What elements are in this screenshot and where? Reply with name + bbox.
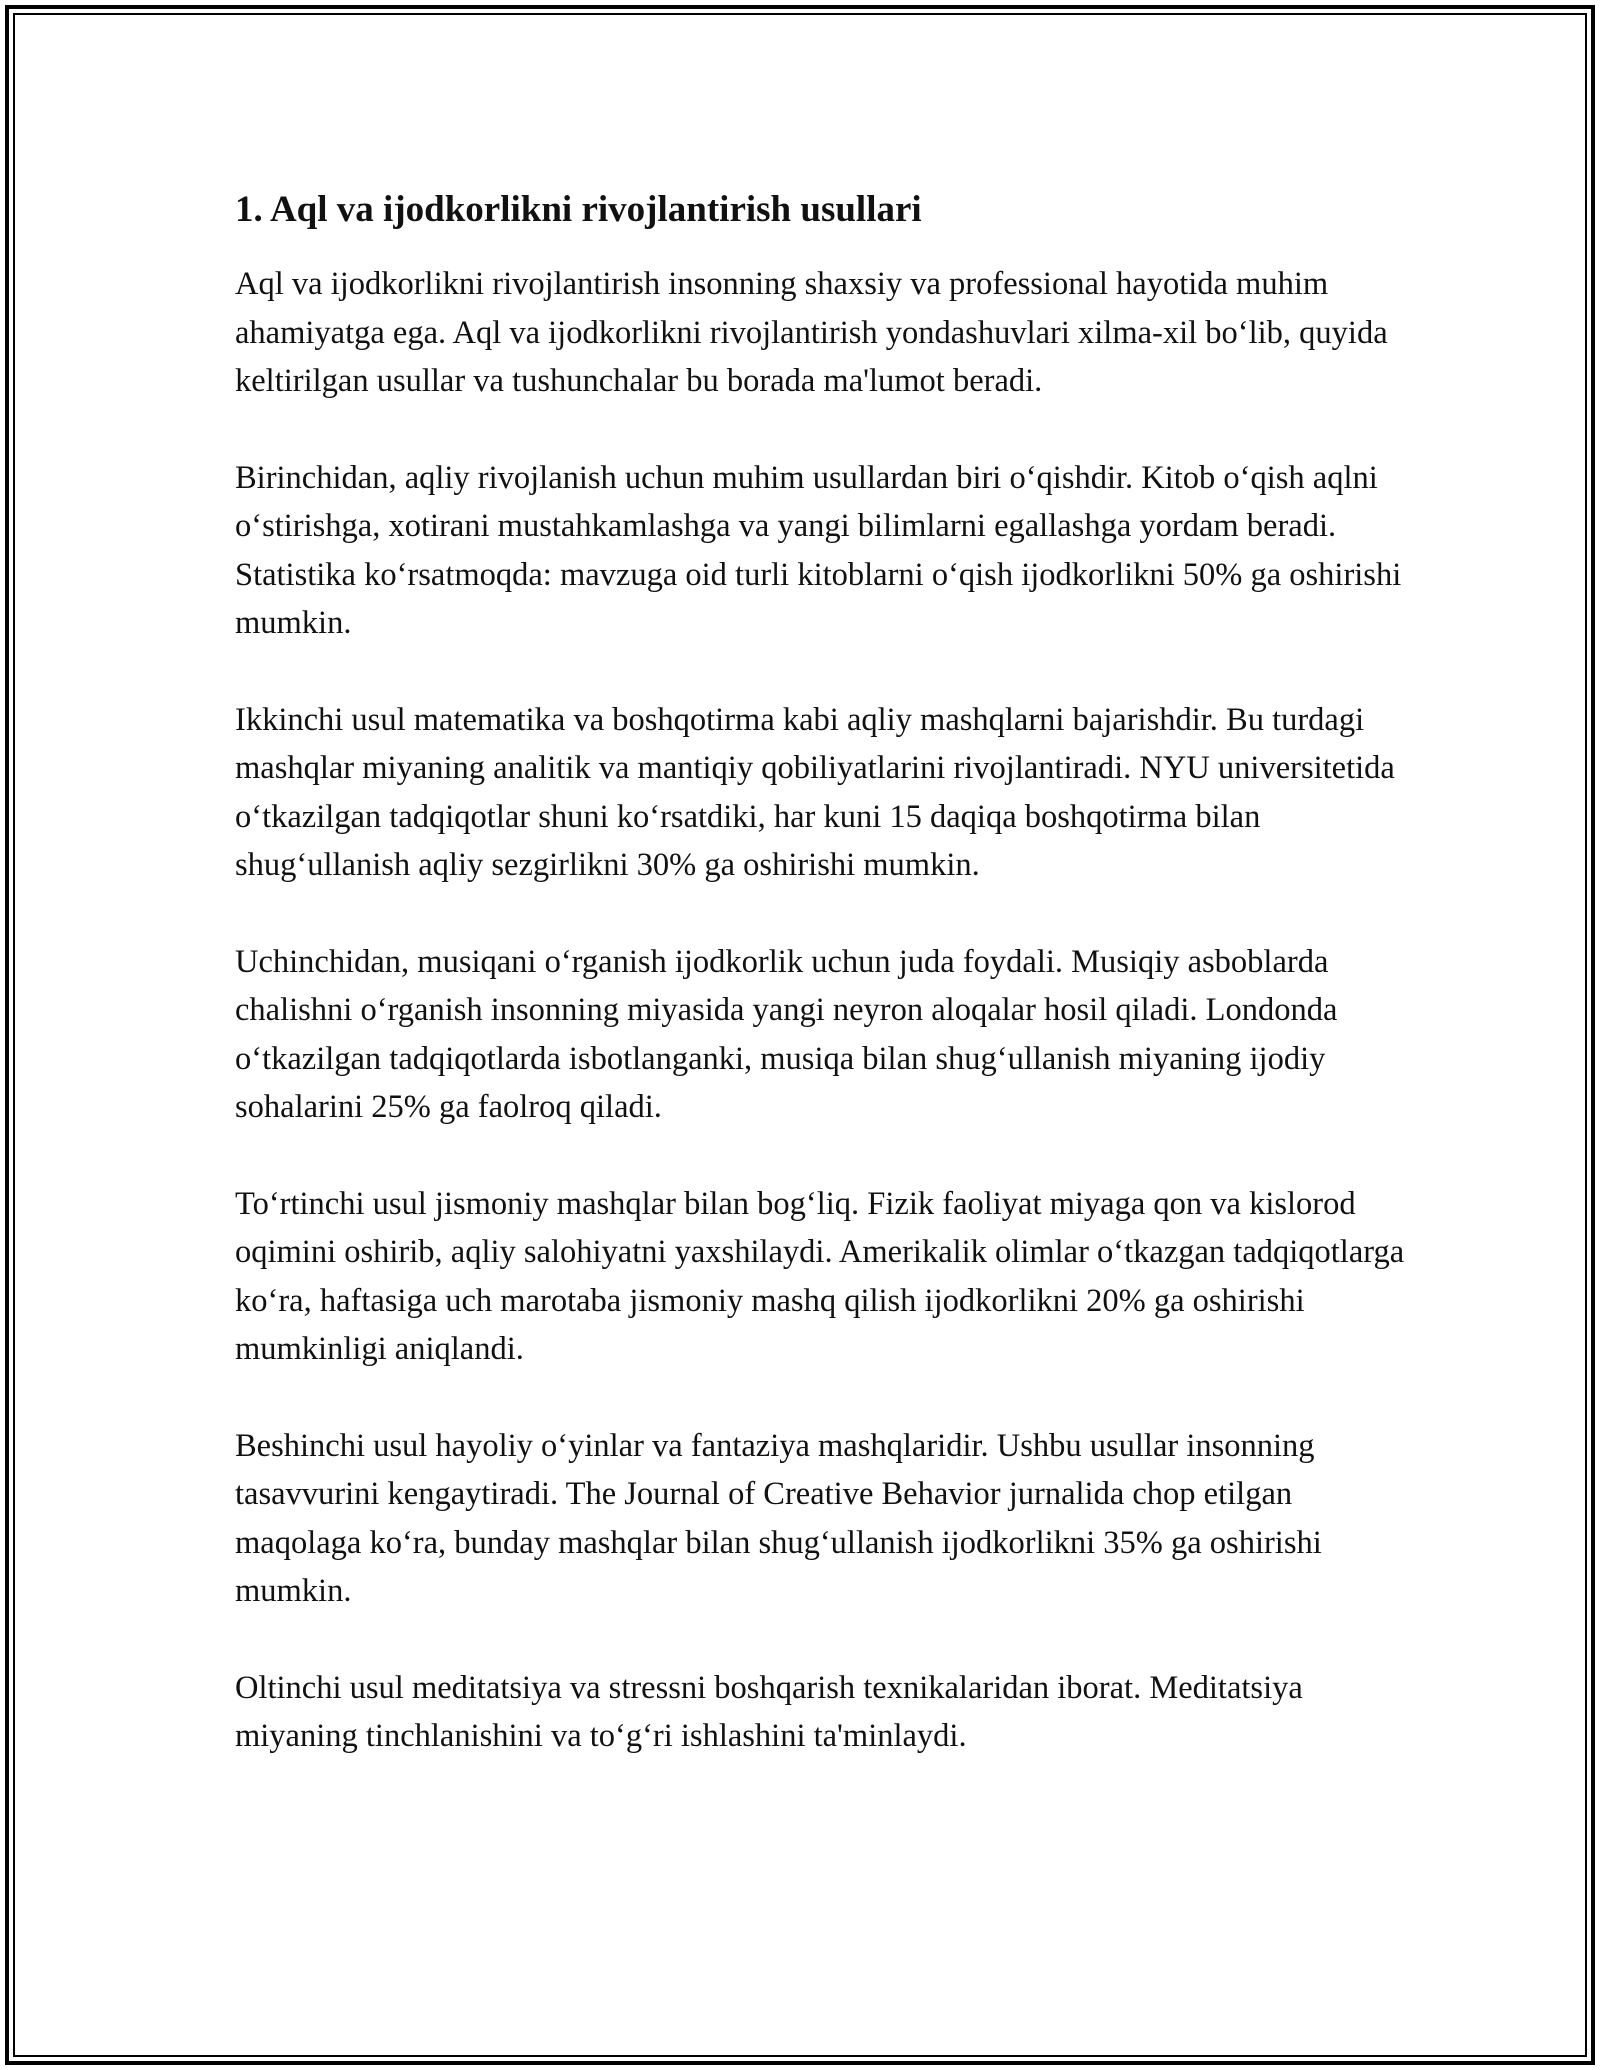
paragraph-intro: Aql va ijodkorlikni rivojlantirish insonning shaxsiy va professional hayotida muhim ahamiyatga ega. Aql va ijodkorlikni rivojlantirish yondashuvlari xilma-xil bo‘lib, quyida keltirilgan usullar va tushunchalar bu borada ma'lumot beradi. (235, 266, 1388, 399)
paragraph-fantasy-games: Beshinchi usul hayoliy o‘yinlar va fantaziya mashqlaridir. Ushbu usullar insonning tasavvurini kengaytiradi. The Journal of Creative Behavior jurnalida chop etilgan maqolaga ko‘ra, bunday mashqlar bilan shug‘ullanish ijodkorlikni 35% ga oshirishi mumkin. (235, 1427, 1322, 1609)
paragraph-music: Uchinchidan, musiqani o‘rganish ijodkorlik uchun juda foydali. Musiqiy asboblarda chalishni o‘rganish insonning miyasida yangi neyron aloqalar hosil qiladi. Londonda o‘tkazilgan tadqiqotlarda isbotlanganki, musiqa bilan shug‘ullanish miyaning ijodiy sohalarini 25% ga faolroq qiladi. (235, 943, 1338, 1125)
document-body (235, 186, 1415, 1761)
paragraph-mental-exercises: Ikkinchi usul matematika va boshqotirma kabi aqliy mashqlarni bajarishdir. Bu turdagi mashqlar miyaning analitik va mantiqiy qobiliyatlarini rivojlantiradi. NYU universitetida o‘tkazilgan tadqiqotlar shuni ko‘rsatdiki, har kuni 15 daqiqa boshqotirma bilan shug‘ullanish aqliy sezgirlikni 30% ga oshirishi mumkin. (235, 701, 1395, 883)
section-heading: 1. Aql va ijodkorlikni rivojlantirish usullari (235, 189, 922, 230)
paragraph-reading: Birinchidan, aqliy rivojlanish uchun muhim usullardan biri o‘qishdir. Kitob o‘qish aqlni o‘stirishga, xotirani mustahkamlashga va yangi bilimlarni egallashga yordam beradi. Statistika ko‘rsatmoqda: mavzuga oid turli kitoblarni o‘qish ijodkorlikni 50% ga oshirishi mumkin. (235, 459, 1402, 641)
paragraph-meditation: Oltinchi usul meditatsiya va stressni boshqarish texnikalaridan iborat. Meditatsiya miyaning tinchlanishini va to‘g‘ri ishlashini ta'minlaydi. (235, 1669, 1303, 1754)
paragraph-physical-exercise: To‘rtinchi usul jismoniy mashqlar bilan bog‘liq. Fizik faoliyat miyaga qon va kislorod oqimini oshirib, aqliy salohiyatni yaxshilaydi. Amerikalik olimlar o‘tkazgan tadqiqotlarga ko‘ra, haftasiga uch marotaba jismoniy mashq qilish ijodkorlikni 20% ga oshirishi mumkinligi aniqlandi. (235, 1185, 1405, 1367)
